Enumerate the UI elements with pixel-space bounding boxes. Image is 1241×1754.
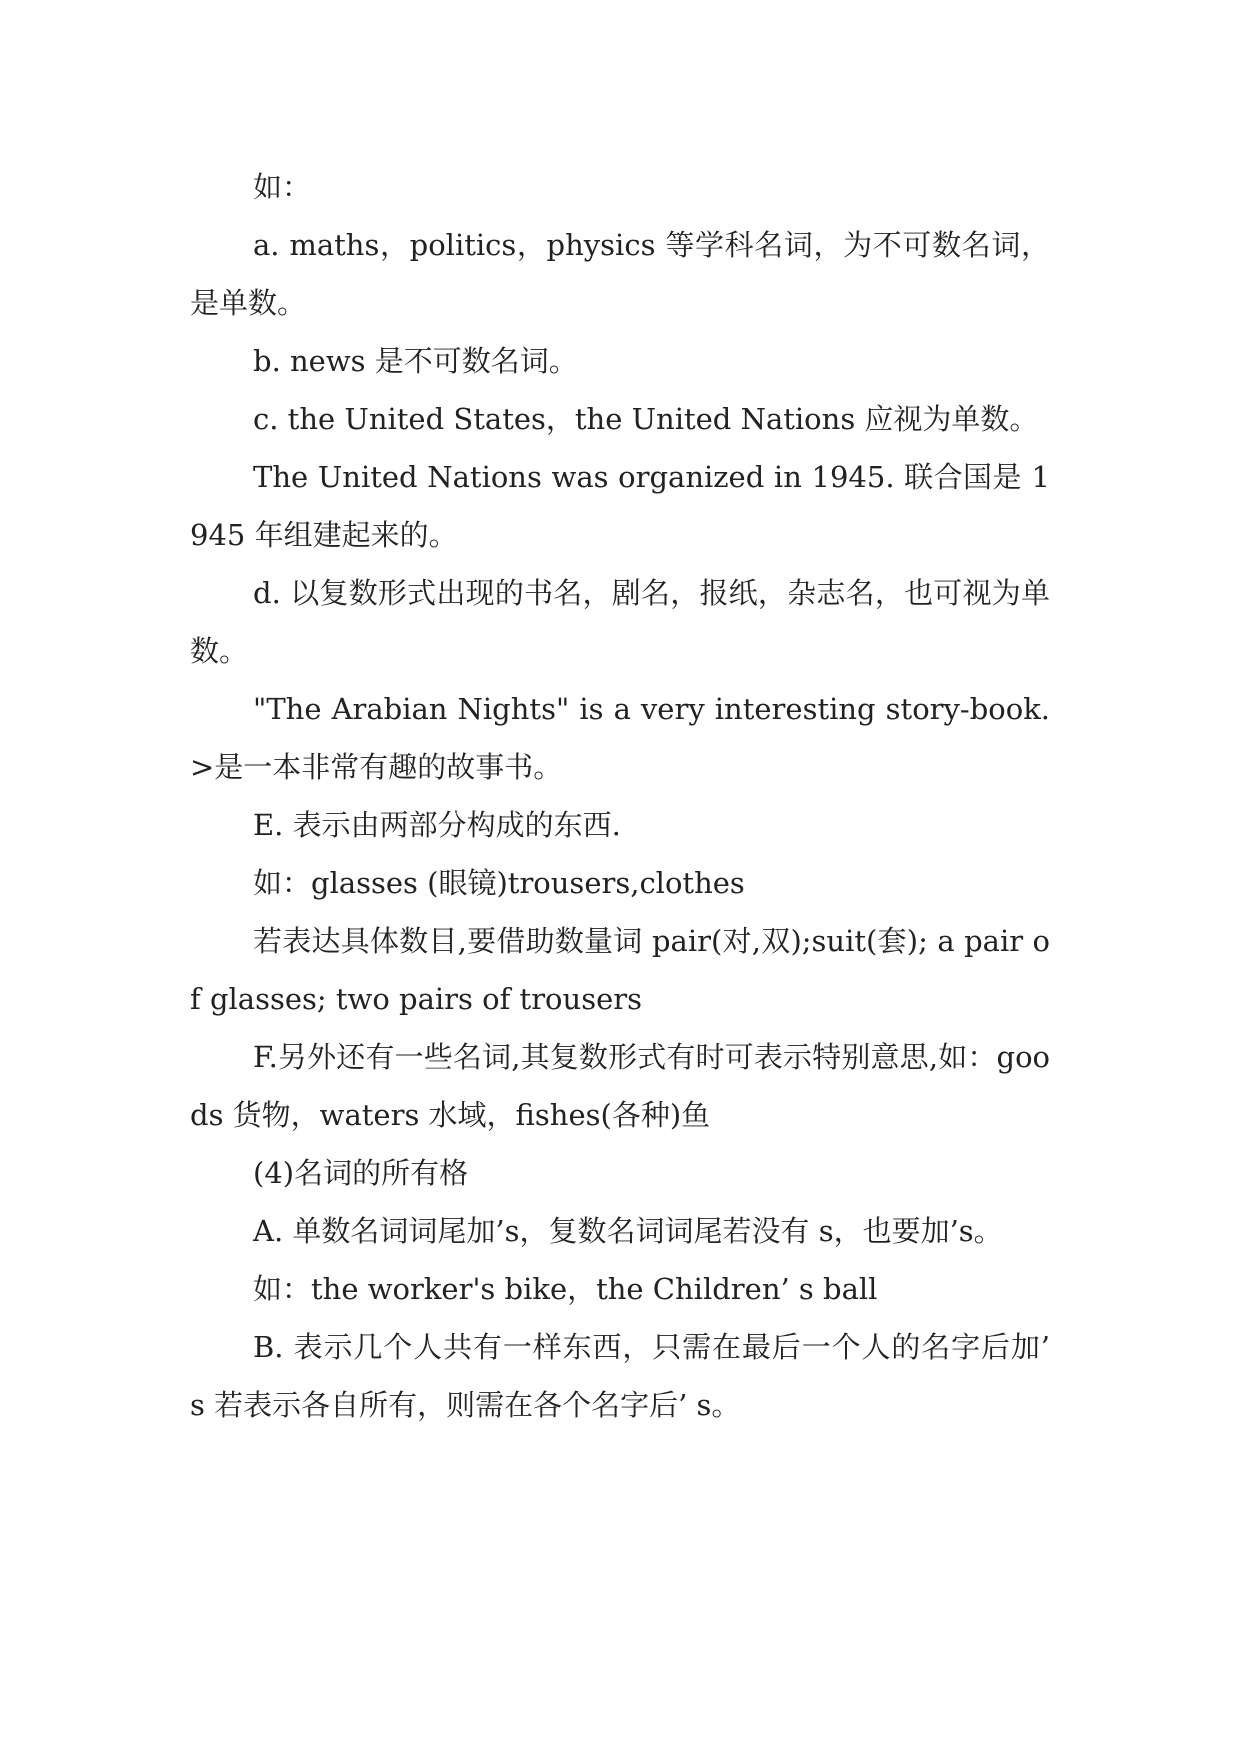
paragraph-example-intro: 如： [253,170,312,204]
paragraph-item-b-news: b. news 是不可数名词。 [253,344,578,378]
section-heading-possessive: (4)名词的所有格 [253,1156,469,1190]
paragraph-item-a-possessive: A. 单数名词词尾加’s，复数名词词尾若没有 s，也要加’s。 [253,1214,1003,1248]
paragraph-item-e-two-parts: E. 表示由两部分构成的东西. [253,808,621,842]
paragraph-item-b-joint-possession: B. 表示几个人共有一样东西，只需在最后一个人的名字后加’ s 若表示各自所有，则需在各个名字后’ s。 [190,1330,1050,1422]
paragraph-example-glasses: 如：glasses (眼镜)trousers,clothes [253,866,745,900]
paragraph-item-d-titles: d. 以复数形式出现的书名，剧名，报纸，杂志名，也可视为单数。 [190,576,1050,668]
paragraph-item-c-nations: c. the United States，the United Nations 应视为单数。 [253,402,1039,436]
document-page [190,158,1050,1434]
paragraph-quantity-words: 若表达具体数目,要借助数量词 pair(对,双);suit(套); a pair of glasses; two pairs of trousers [190,924,1050,1016]
paragraph-item-a-subjects: a. maths，politics，physics 等学科名词，为不可数名词，是单数。 [190,228,1050,320]
paragraph-example-arabian-nights: "The Arabian Nights" is a very interesting story-book.>是一本非常有趣的故事书。 [190,692,1050,784]
paragraph-example-un: The United Nations was organized in 1945. 联合国是 1945 年组建起来的。 [190,460,1050,552]
paragraph-example-worker-bike: 如：the worker's bike，the Children’ s ball [253,1272,878,1306]
paragraph-item-f-special-plurals: F.另外还有一些名词,其复数形式有时可表示特别意思,如：goods 货物，waters 水域，fishes(各种)鱼 [190,1040,1050,1132]
